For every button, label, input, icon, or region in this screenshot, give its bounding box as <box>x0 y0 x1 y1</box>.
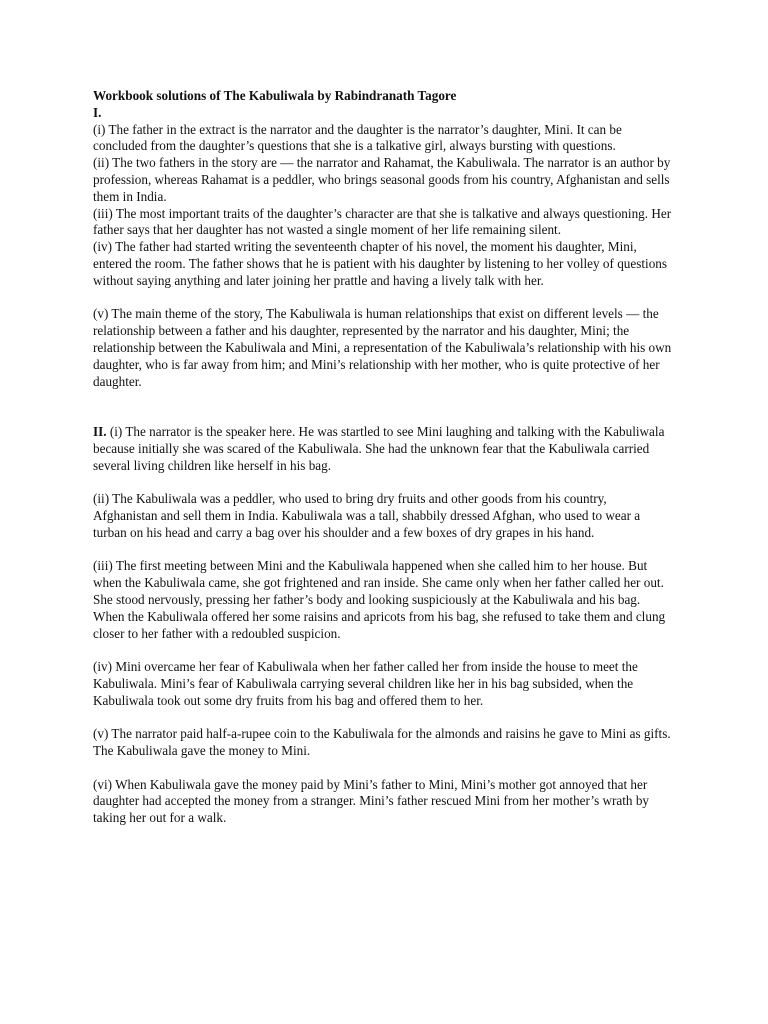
section-2-answer-i-paragraph <box>93 424 673 474</box>
document-title: Workbook solutions of The Kabuliwala by Rabindranath Tagore <box>93 88 457 103</box>
section-1-answer-iv: (iv) The father had started writing the seventeenth chapter of his novel, the moment his daughter, Mini, entered the room. The father shows that he is patient with his daughter by listening to her volley of questions without saying anything and later joining her prattle and having a lively talk with her. <box>93 239 668 288</box>
section-1-answer-i: (i) The father in the extract is the narrator and the daughter is the narrator’s daughter, Mini. It can be concluded from the daughter’s questions that she is a talkative girl, always bursting with questions. <box>93 121 622 154</box>
section-2-answer-iv: (iv) Mini overcame her fear of Kabuliwala when her father called her from inside the house to meet the Kabuliwala. Mini’s fear of Kabuliwala carrying several children like her in his bag subsided, when the Kabuliwala took out some dry fruits from his bag and offered them to her. <box>93 659 638 708</box>
section-2-label: II. <box>93 423 107 439</box>
section-1-answer-ii: (ii) The two fathers in the story are — the narrator and Rahamat, the Kabuliwala. The narrator is an author by profession, whereas Rahamat is a peddler, who brings seasonal goods from his country, Afghanistan and sells them in India. <box>93 155 671 204</box>
section-2-answer-ii: (ii) The Kabuliwala was a peddler, who used to bring dry fruits and other goods from his country, Afghanistan and sell them in India. Kabuliwala was a tall, shabbily dressed Afghan, who used to wear a turban on his head and carry a bag over his shoulder and a few boxes of dry grapes in his hand. <box>93 491 641 540</box>
section-1-answer-v: (v) The main theme of the story, The Kabuliwala is human relationships that exist on different levels — the relationship between a father and his daughter, represented by the narrator and his daughter, Mini; the relationship between the Kabuliwala and Mini, a representation of the Kabuliwala’s relationship with his own daughter, who is far away from him; and Mini’s relationship with her mother, who is quite protective of her daughter. <box>93 306 672 389</box>
section-2-answer-i: (i) The narrator is the speaker here. He was startled to see Mini laughing and talking with the Kabuliwala because initially she was scared of the Kabuliwala. She had the unknown fear that the Kabuliwala carried several living children like herself in his bag. <box>93 423 665 473</box>
section-1-label: I. <box>93 104 102 120</box>
document-page <box>93 88 673 827</box>
section-1-answer-iii: (iii) The most important traits of the daughter’s character are that she is talkative and always questioning. Her father says that her daughter has not wasted a single moment of her life remaining silent. <box>93 205 672 238</box>
section-2-answer-iii: (iii) The first meeting between Mini and the Kabuliwala happened when she called him to her house. But when the Kabuliwala came, she got frightened and ran inside. She came only when her father called her out. She stood nervously, pressing her father’s body and looking suspiciously at the Kabuliwala and his bag. When the Kabuliwala offered her some raisins and apricots from his bag, she refused to take them and clung closer to her father with a redoubled suspicion. <box>93 558 666 641</box>
section-2-answer-v: (v) The narrator paid half-a-rupee coin to the Kabuliwala for the almonds and raisins he gave to Mini as gifts. The Kabuliwala gave the money to Mini. <box>93 726 671 759</box>
section-2-answer-vi: (vi) When Kabuliwala gave the money paid by Mini’s father to Mini, Mini’s mother got annoyed that her daughter had accepted the money from a stranger. Mini’s father rescued Mini from her mother’s wrath by taking her out for a walk. <box>93 776 650 826</box>
